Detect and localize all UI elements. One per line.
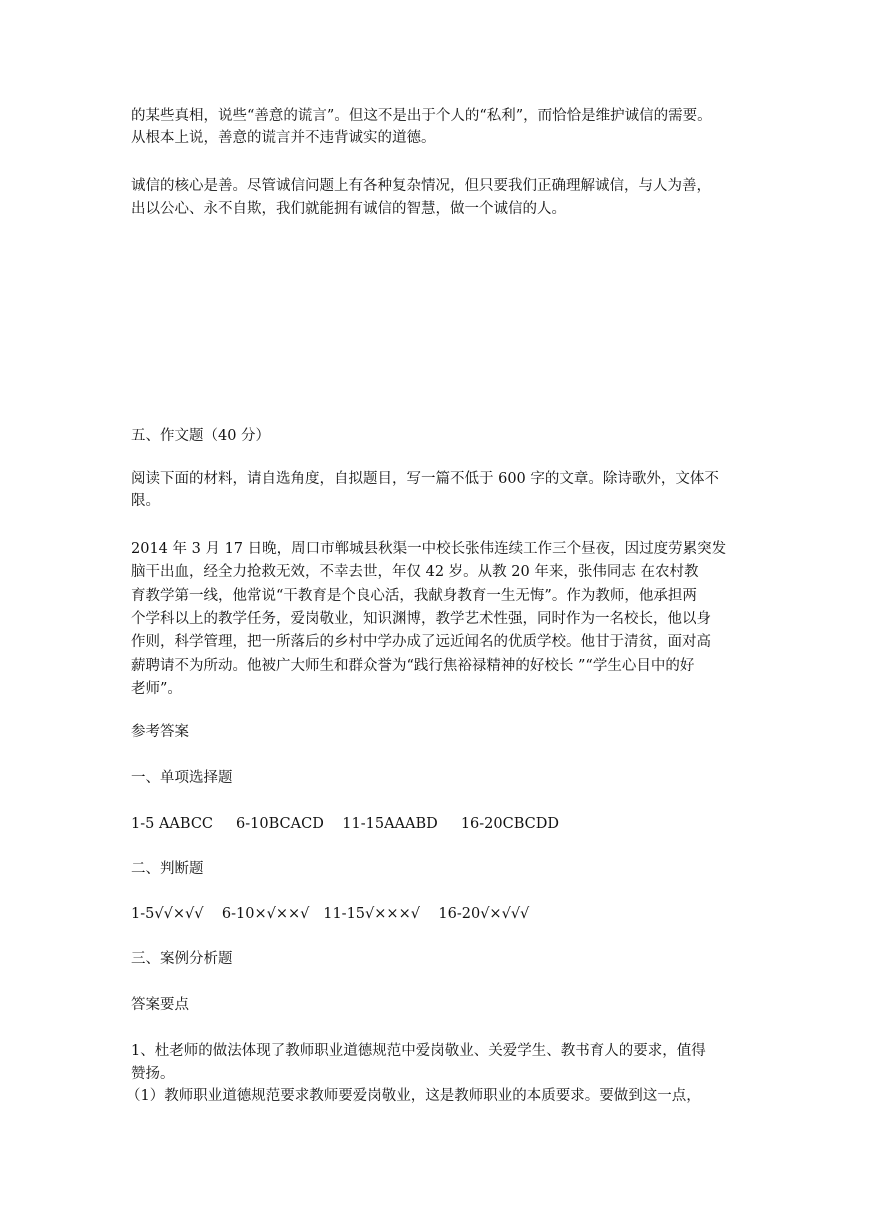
case-answer-line: 赞扬。 [131, 1066, 175, 1082]
single-choice-answers: 1-5 AABCC 6-10BCACD 11-15AAABD 16-20CBCDD [131, 816, 559, 832]
section-heading-case-analysis: 三、案例分析题 [131, 951, 233, 967]
essay-instruction-line: 阅读下面的材料，请自选角度，自拟题目，写一篇不低于 600 字的文章。除诗歌外，文体不 [131, 471, 719, 487]
section-heading-single-choice: 一、单项选择题 [131, 770, 233, 786]
paragraph-line: 诚信的核心是善。尽管诚信问题上有各种复杂情况，但只要我们正确理解诚信，与人为善， [131, 178, 711, 194]
essay-material-line: 育教学第一线，他常说“干教育是个良心活，我献身教育一生无悔”。作为教师，他承担两 [131, 588, 697, 604]
paragraph-line: 出以公心、永不自欺，我们就能拥有诚信的智慧，做一个诚信的人。 [131, 201, 566, 217]
essay-material-line: 作则，科学管理，把一所落后的乡村中学办成了远近闻名的优质学校。他甘于清贫，面对高 [131, 634, 711, 650]
true-false-answers: 1-5√√×√√ 6-10×√××√ 11-15√×××√ 16-20√×√√√ [131, 906, 530, 922]
paragraph-line: 从根本上说，善意的谎言并不违背诚实的道德。 [131, 130, 436, 146]
essay-material-line: 个学科以上的教学任务，爱岗敬业，知识渊博，教学艺术性强，同时作为一名校长，他以身 [131, 611, 711, 627]
answers-title: 参考答案 [131, 724, 189, 740]
essay-instruction-line: 限。 [131, 493, 160, 509]
paragraph-line: 的某些真相，说些“善意的谎言”。但这不是出于个人的“私利”，而恰恰是维护诚信的需要。 [131, 108, 712, 124]
section-heading-true-false: 二、判断题 [131, 861, 204, 877]
essay-material-line: 薪聘请不为所动。他被广大师生和群众誉为“践行焦裕禄精神的好校长 ”“学生心目中的好 [131, 658, 695, 674]
essay-material-line: 老师”。 [131, 681, 182, 697]
essay-material-line: 脑干出血，经全力抢救无效，不幸去世，年仅 42 岁。从教 20 年来，张伟同志 在农村教 [131, 564, 699, 580]
case-answer-line: （1）教师职业道德规范要求教师要爱岗敬业，这是教师职业的本质要求。要做到这一点， [126, 1088, 701, 1104]
essay-material-line: 2014 年 3 月 17 日晚，周口市郸城县秋渠一中校长张伟连续工作三个昼夜，因过度劳累突发 [131, 541, 727, 557]
case-answer-line: 1、杜老师的做法体现了教师职业道德规范中爱岗敬业、关爱学生、教书育人的要求，值得 [131, 1043, 706, 1059]
answer-points-label: 答案要点 [131, 997, 189, 1013]
section-heading-essay: 五、作文题（40 分） [131, 428, 271, 444]
